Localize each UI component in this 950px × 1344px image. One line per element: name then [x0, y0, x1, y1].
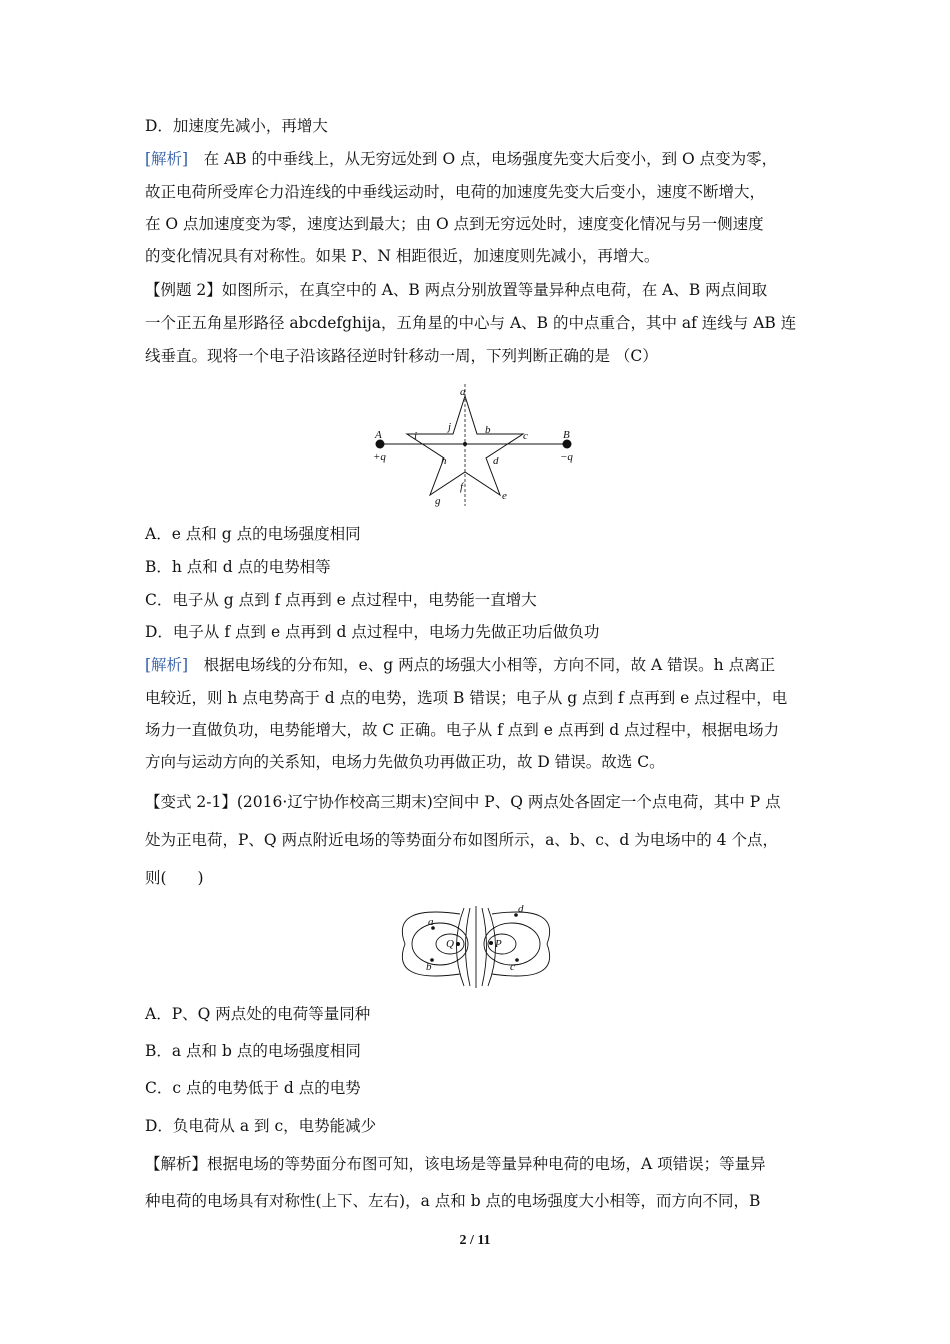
- analysis-3-line-1: [145, 1154, 766, 1174]
- label-b-2: b: [426, 961, 432, 973]
- option-c-3: [145, 1078, 361, 1098]
- line-text: 线垂直。现将一个电子沿该路径逆时针移动一周，下列判断正确的是 （C）: [145, 347, 658, 365]
- equipotential-figure: [400, 900, 552, 990]
- center-dot: [463, 442, 467, 446]
- line-text: 【例题 2】如图所示，在真空中的 A、B 两点分别放置等量异种点电荷，在 A、B 两点间取: [145, 281, 768, 299]
- line-text: 故正电荷所受库仑力沿连线的中垂线运动时，电荷的加速度先变大后变小，速度不断增大，: [145, 183, 766, 201]
- charge-p-dot: [489, 941, 493, 945]
- line-text: D．加速度先减小，再增大: [145, 117, 328, 135]
- line-text: A．P、Q 两点处的电荷等量同种: [145, 1005, 371, 1023]
- charge-q-dot: [456, 942, 460, 946]
- option-b-3: [145, 1041, 361, 1061]
- line-text: 的变化情况具有对称性。如果 P、N 相距很近，加速度则先减小，再增大。: [145, 247, 660, 265]
- line-text: A．e 点和 g 点的电场强度相同: [145, 525, 361, 543]
- label-d-2: d: [518, 903, 524, 915]
- example-2-line-1: [145, 280, 767, 300]
- line-text: 根据电场线的分布知，e、g 两点的场强大小相等，方向不同，故 A 错误。h 点离正: [188, 656, 776, 674]
- label-a: a: [460, 386, 466, 398]
- label-B: B: [563, 429, 570, 441]
- option-a-2: [145, 524, 361, 544]
- analysis-1-line-2: [145, 182, 765, 202]
- analysis-tag: [解析]: [145, 656, 189, 674]
- line-text: 一个正五角星形路径 abcdefghija，五角星的中心与 A、B 的中点重合，其中 af 连线与 AB 连: [145, 314, 797, 332]
- analysis-1-line-3: [145, 214, 764, 234]
- line-text: 在 AB 的中垂线上，从无穷远处到 O 点，电场强度先变大后变小，到 O 点变为零，: [188, 150, 778, 168]
- line-text: D．负电荷从 a 到 c，电势能减少: [145, 1117, 377, 1135]
- line-text: 则( ): [145, 869, 204, 887]
- analysis-2-line-1: [145, 655, 775, 675]
- label-p: P: [495, 938, 502, 950]
- analysis-2-line-2: [145, 688, 787, 708]
- line-text: 处为正电荷，P、Q 两点附近电场的等势面分布如图所示，a、b、c、d 为电场中的 4 个点，: [145, 831, 778, 849]
- label-minus-q: −q: [560, 451, 573, 463]
- point-c-dot: [515, 958, 519, 962]
- label-d: d: [493, 455, 499, 467]
- label-f: f: [460, 481, 464, 493]
- analysis-2-line-3: [145, 720, 779, 740]
- example-2-line-3: [145, 346, 658, 366]
- analysis-1-line-4: [145, 246, 659, 266]
- line-text: 【变式 2-1】(2016·辽宁协作校高三期末)空间中 P、Q 两点处各固定一个点电荷，其中 P 点: [145, 793, 781, 811]
- line-text: C．c 点的电势低于 d 点的电势: [145, 1079, 361, 1097]
- line-text: D．电子从 f 点到 e 点再到 d 点过程中，电场力先做正功后做负功: [145, 623, 600, 641]
- line-text: B．a 点和 b 点的电场强度相同: [145, 1042, 361, 1060]
- analysis-1-line-1: [145, 149, 777, 169]
- option-c-2: [145, 590, 537, 610]
- variant-2-1-line-2: [145, 830, 778, 850]
- label-q: Q: [446, 938, 454, 950]
- line-text: 在 O 点加速度变为零，速度达到最大；由 O 点到无穷远处时，速度变化情况与另一侧速度: [145, 215, 764, 233]
- option-d-1: [145, 116, 328, 136]
- line-text: 种电荷的电场具有对称性(上下、左右)，a 点和 b 点的电场强度大小相等，而方向不同，B: [145, 1192, 761, 1210]
- label-h: h: [441, 455, 447, 467]
- variant-2-1-line-3: [145, 868, 204, 888]
- label-c-2: c: [510, 961, 515, 973]
- label-b: b: [485, 424, 491, 436]
- option-a-3: [145, 1004, 370, 1024]
- variant-2-1-line-1: [145, 792, 781, 812]
- option-b-2: [145, 557, 331, 577]
- option-d-2: [145, 622, 599, 642]
- label-i: i: [414, 430, 418, 442]
- line-text: 电较近，则 h 点电势高于 d 点的电势，选项 B 错误；电子从 g 点到 f 点再到 e 点过程中，电: [145, 689, 788, 707]
- line-text: 方向与运动方向的关系知，电场力先做负功再做正功，故 D 错误。故选 C。: [145, 753, 665, 771]
- label-A: A: [375, 429, 382, 441]
- analysis-tag: [解析]: [145, 150, 189, 168]
- option-d-3: [145, 1116, 376, 1136]
- label-e: e: [502, 490, 507, 502]
- label-a-2: a: [428, 916, 434, 928]
- label-plus-q: +q: [373, 451, 386, 463]
- analysis-3-line-2: [145, 1191, 760, 1211]
- analysis-2-line-4: [145, 752, 665, 772]
- example-2-line-2: [145, 313, 796, 333]
- label-j: j: [448, 421, 452, 433]
- star-path-figure: [365, 380, 585, 510]
- page-number: 2 / 11: [459, 1233, 491, 1248]
- line-text: C．电子从 g 点到 f 点再到 e 点过程中，电势能一直增大: [145, 591, 537, 609]
- label-c: c: [523, 430, 528, 442]
- line-text: 场力一直做负功，电势能增大，故 C 正确。电子从 f 点到 e 点再到 d 点过程中，根据电场力: [145, 721, 780, 739]
- line-text: 【解析】根据电场的等势面分布图可知，该电场是等量异种电荷的电场，A 项错误；等量异: [145, 1155, 766, 1173]
- line-text: B．h 点和 d 点的电势相等: [145, 558, 331, 576]
- label-g: g: [435, 495, 441, 507]
